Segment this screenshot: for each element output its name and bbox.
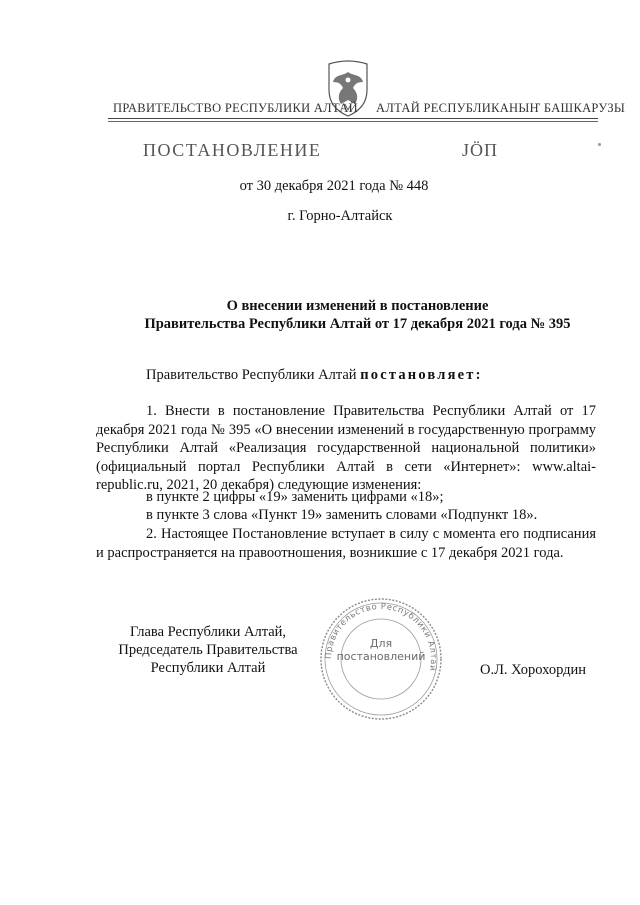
sub-item-1: в пункте 2 цифры «19» заменить цифрами «18»;: [146, 489, 444, 505]
scan-dot: [598, 143, 601, 146]
header-rule: [108, 118, 598, 119]
document-title: [100, 297, 615, 333]
decree-subject: Правительство Республики Алтай: [146, 367, 357, 383]
document-date-number: от 30 декабря 2021 года № 448: [239, 178, 429, 194]
signatory-line-2: Председатель Правительства: [118, 642, 298, 658]
paragraph-1: 1. Внести в постановление Правительства Республики Алтай от 17 декабря 2021 года № 395 «О внесении изменений в государственную программу Республики Алтай «Реализация государственной национальной политики» (официальный портал Республики Алтай в сети «Интернет»: www.altai-republic.ru, 2021, 20 декабря) следующие изменения:: [96, 403, 596, 493]
stamp-center-text: [333, 637, 429, 663]
header-rule-thin: [108, 121, 598, 122]
signatory-name: О.Л. Хорохордин: [480, 662, 587, 678]
document-type-alt: ЈӦП: [462, 140, 499, 160]
stamp-ring-text: Правительство Республики Алтай: [322, 600, 440, 673]
signatory-line-1: Глава Республики Алтай,: [129, 624, 287, 640]
document-city: г. Горно-Алтайск: [287, 208, 393, 224]
decree-verb: постановляет:: [360, 367, 483, 383]
signatory-title: [108, 623, 308, 677]
paragraph-2: 2. Настоящее Постановление вступает в силу с момента его подписания и распространяется на правоотношения, возникшие с 17 декабря 2021 года.: [96, 526, 596, 561]
title-line-2: Правительства Республики Алтай от 17 декабря 2021 года № 395: [144, 316, 571, 332]
title-line-1: О внесении изменений в постановление: [226, 298, 489, 314]
stamp-center-line-2: постановлений: [336, 650, 426, 663]
header-left-title: ПРАВИТЕЛЬСТВО РЕСПУБЛИКИ АЛТАЙ: [113, 101, 358, 115]
decree-line: [146, 367, 483, 384]
document-type-ru: ПОСТАНОВЛЕНИЕ: [143, 140, 322, 160]
header-right-title: АЛТАЙ РЕСПУБЛИКАНЫҤ БАШКАРУЗЫ: [376, 101, 626, 115]
signatory-line-3: Республики Алтай: [150, 660, 266, 676]
stamp-center-line-1: Для: [369, 637, 393, 650]
sub-item-2: в пункте 3 слова «Пункт 19» заменить словами «Подпункт 18».: [146, 507, 538, 523]
